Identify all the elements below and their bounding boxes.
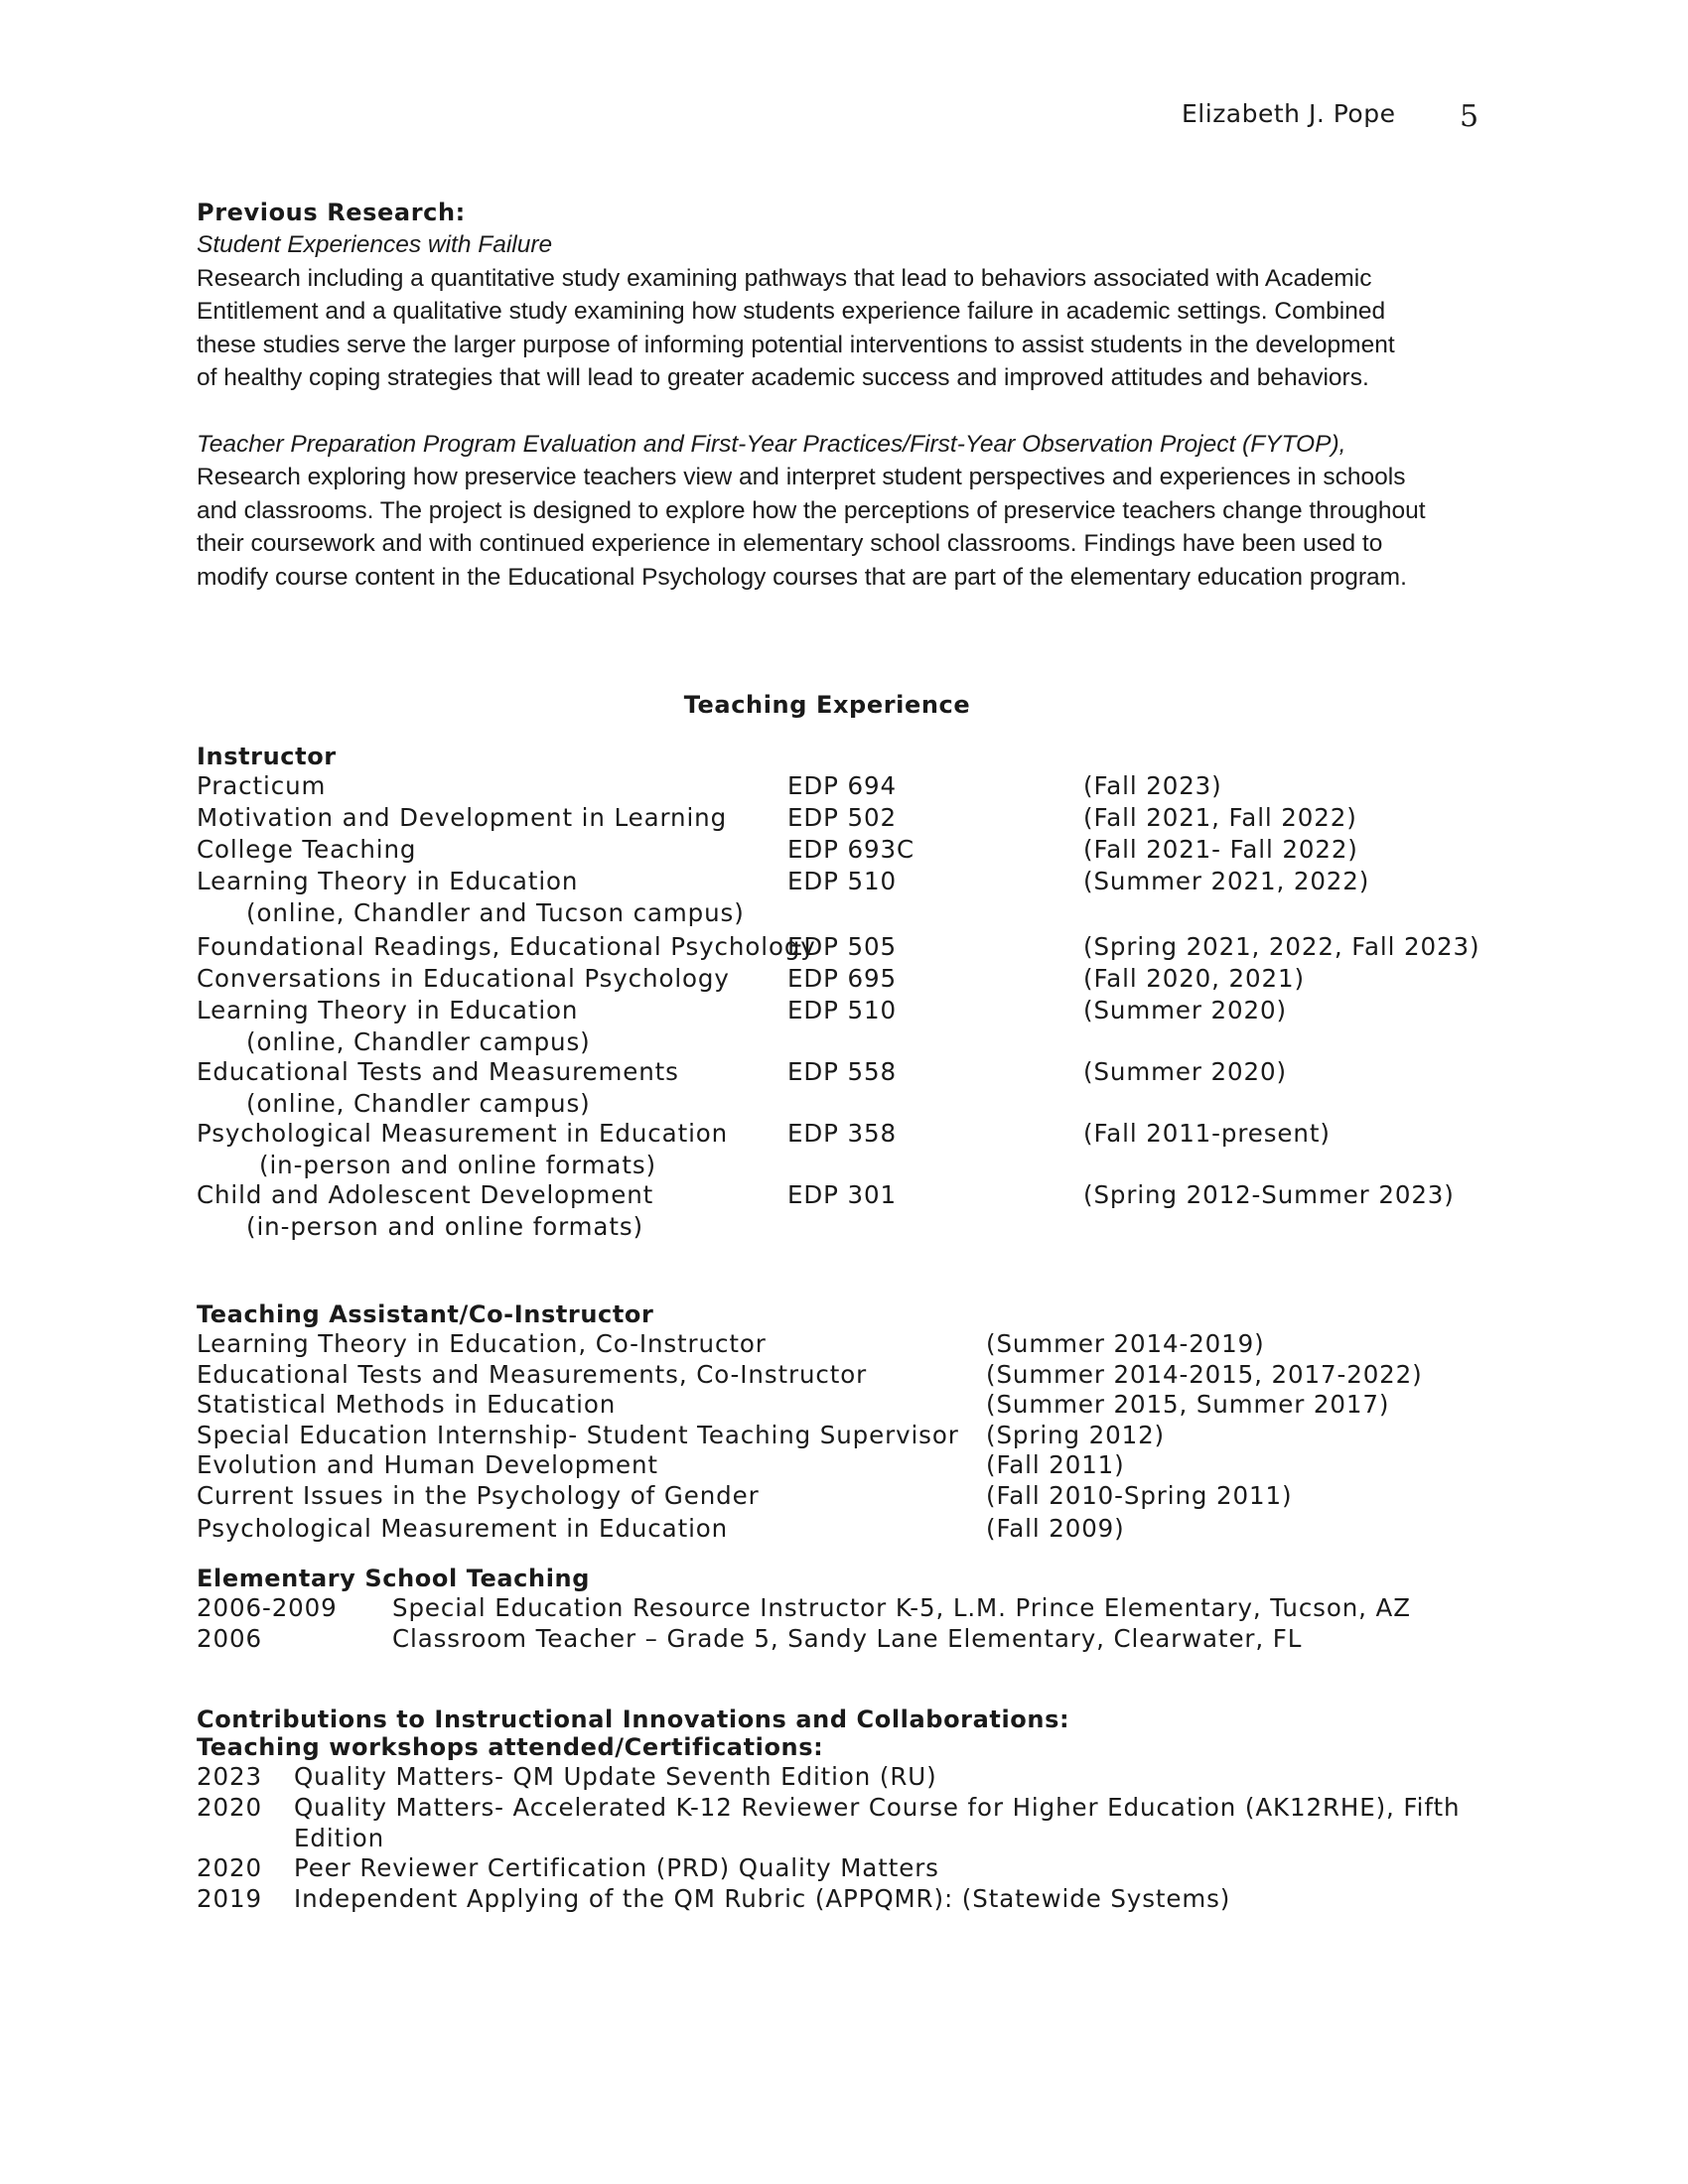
instructor-list (197, 770, 1497, 1241)
page-number: 5 (1460, 99, 1479, 134)
contribution-text-cont: Edition (294, 1824, 385, 1852)
contribution-text: Quality Matters- Accelerated K-12 Reviewer Course for Higher Education (AK12RHE), Fifth (294, 1793, 1461, 1822)
course-name: Learning Theory in Education, Co-Instructor (197, 1329, 767, 1358)
course-term: (Spring 2012) (986, 1420, 1166, 1449)
contributions-heading: Contributions to Instructional Innovations and Collaborations: (197, 1706, 1070, 1733)
assistant-heading: Teaching Assistant/Co-Instructor (197, 1300, 654, 1328)
header-name: Elizabeth J. Pope (1182, 99, 1396, 128)
course-name: Practicum (197, 771, 327, 800)
course-name: Current Issues in the Psychology of Gender (197, 1480, 760, 1510)
research-line: these studies serve the larger purpose of informing potential interventions to assist students in the development (197, 331, 1395, 358)
contribution-text: Quality Matters- QM Update Seventh Edition (RU) (294, 1762, 937, 1791)
course-code: EDP 505 (787, 932, 897, 961)
course-term: (Fall 2009) (986, 1513, 1125, 1543)
course-name: Psychological Measurement in Education (197, 1119, 729, 1148)
course-code: EDP 510 (787, 867, 897, 895)
course-code: EDP 693C (787, 835, 914, 864)
course-term: (Fall 2021, Fall 2022) (1083, 803, 1357, 832)
course-term: (Spring 2012-Summer 2023) (1083, 1180, 1455, 1209)
contribution-year: 2020 (197, 1793, 262, 1822)
course-row (197, 802, 1497, 834)
contribution-row (197, 1792, 1497, 1823)
course-term: (Summer 2014-2019) (986, 1329, 1265, 1358)
course-name: College Teaching (197, 835, 417, 864)
elementary-years: 2006-2009 (197, 1593, 338, 1622)
course-term: (Fall 2021- Fall 2022) (1083, 835, 1358, 864)
course-name: Statistical Methods in Education (197, 1390, 617, 1419)
research-item (197, 428, 1497, 595)
course-term: (Fall 2011-present) (1083, 1119, 1331, 1148)
course-code: EDP 502 (787, 803, 897, 832)
research-line: Research including a quantitative study examining pathways that lead to behaviors associated with Academic (197, 264, 1372, 292)
assistant-row (197, 1420, 1497, 1450)
research-line: their coursework and with continued experience in elementary school classrooms. Findings have been used to (197, 530, 1383, 557)
assistant-row (197, 1480, 1497, 1513)
assistant-row (197, 1389, 1497, 1420)
course-name: Educational Tests and Measurements (197, 1057, 679, 1086)
instructor-heading: Instructor (197, 743, 337, 770)
workshops-subheading: Teaching workshops attended/Certifications: (197, 1733, 824, 1761)
elementary-text: Special Education Resource Instructor K-5, L.M. Prince Elementary, Tucson, AZ (392, 1593, 1411, 1622)
document-body (197, 199, 1497, 1914)
course-term: (Fall 2020, 2021) (1083, 964, 1305, 993)
assistant-row (197, 1328, 1497, 1359)
course-name: Learning Theory in Education (197, 996, 579, 1024)
course-code: EDP 358 (787, 1119, 897, 1148)
course-row (197, 770, 1497, 802)
course-name: Conversations in Educational Psychology (197, 964, 730, 993)
research-line: modify course content in the Educational Psychology courses that are part of the elementary education program. (197, 563, 1407, 591)
contributions-list (197, 1761, 1497, 1914)
course-code: EDP 695 (787, 964, 897, 993)
elementary-row (197, 1592, 1497, 1623)
elementary-years: 2006 (197, 1624, 262, 1653)
contribution-continuation (197, 1823, 1497, 1852)
research-title: Student Experiences with Failure (197, 231, 553, 258)
course-row (197, 995, 1497, 1026)
elementary-row (197, 1623, 1497, 1654)
course-term: (Summer 2021, 2022) (1083, 867, 1370, 895)
course-row (197, 931, 1497, 963)
research-title: Teacher Preparation Program Evaluation and First-Year Practices/First-Year Observation Project (FYTOP), (197, 430, 1346, 458)
course-name: Motivation and Development in Learning (197, 803, 728, 832)
course-code: EDP 301 (787, 1180, 897, 1209)
course-code: EDP 510 (787, 996, 897, 1024)
contribution-row (197, 1761, 1497, 1792)
course-name: Psychological Measurement in Education (197, 1513, 729, 1543)
assistant-row (197, 1449, 1497, 1480)
course-term: (Summer 2020) (1083, 996, 1287, 1024)
course-row (197, 866, 1497, 897)
course-term: (Spring 2021, 2022, Fall 2023) (1083, 932, 1480, 961)
course-row (197, 834, 1497, 866)
assistant-row (197, 1359, 1497, 1390)
research-line: Entitlement and a qualitative study examining how students experience failure in academic settings. Combined (197, 298, 1386, 325)
course-term: (Summer 2020) (1083, 1057, 1287, 1086)
course-name: Learning Theory in Education (197, 867, 579, 895)
contribution-text: Independent Applying of the QM Rubric (APPQMR): (Statewide Systems) (294, 1884, 1231, 1913)
research-line: Research exploring how preservice teachers view and interpret student perspectives and experiences in schools (197, 464, 1406, 490)
previous-research-heading: Previous Research: (197, 199, 466, 226)
course-note: (online, Chandler campus) (246, 1027, 591, 1056)
course-term: (Summer 2015, Summer 2017) (986, 1390, 1390, 1419)
contribution-row (197, 1883, 1497, 1914)
research-line: of healthy coping strategies that will lead to greater academic success and improved attitudes and behaviors. (197, 364, 1369, 391)
course-name: Evolution and Human Development (197, 1450, 658, 1479)
elementary-heading: Elementary School Teaching (197, 1565, 590, 1592)
course-name: Educational Tests and Measurements, Co-Instructor (197, 1359, 868, 1389)
course-note: (in-person and online formats) (259, 1151, 656, 1179)
course-code: EDP 694 (787, 771, 897, 800)
assistant-row (197, 1513, 1497, 1544)
contribution-year: 2019 (197, 1884, 262, 1913)
course-code: EDP 558 (787, 1057, 897, 1086)
course-row (197, 963, 1497, 995)
course-term: (Fall 2011) (986, 1450, 1125, 1479)
contribution-row (197, 1852, 1497, 1883)
course-term: (Fall 2023) (1083, 771, 1222, 800)
contribution-year: 2023 (197, 1762, 262, 1791)
course-note: (in-person and online formats) (246, 1212, 643, 1241)
course-name: Foundational Readings, Educational Psychology (197, 932, 816, 961)
teaching-experience-title: Teaching Experience (683, 691, 971, 719)
contribution-text: Peer Reviewer Certification (PRD) Quality Matters (294, 1853, 939, 1882)
course-name: Special Education Internship- Student Teaching Supervisor (197, 1420, 959, 1449)
course-row (197, 1179, 1497, 1211)
course-term: (Fall 2010-Spring 2011) (986, 1480, 1293, 1510)
course-term: (Summer 2014-2015, 2017-2022) (986, 1359, 1423, 1389)
research-item (197, 228, 1497, 395)
elementary-list (197, 1592, 1497, 1654)
contribution-year: 2020 (197, 1853, 262, 1882)
elementary-text: Classroom Teacher – Grade 5, Sandy Lane Elementary, Clearwater, FL (392, 1624, 1303, 1653)
course-row (197, 1056, 1497, 1088)
course-note: (online, Chandler and Tucson campus) (246, 898, 745, 927)
course-note: (online, Chandler campus) (246, 1089, 591, 1118)
course-name: Child and Adolescent Development (197, 1180, 654, 1209)
assistant-list (197, 1328, 1497, 1543)
course-row (197, 1118, 1497, 1150)
research-line: and classrooms. The project is designed to explore how the perceptions of preservice teachers change throughout (197, 496, 1426, 524)
